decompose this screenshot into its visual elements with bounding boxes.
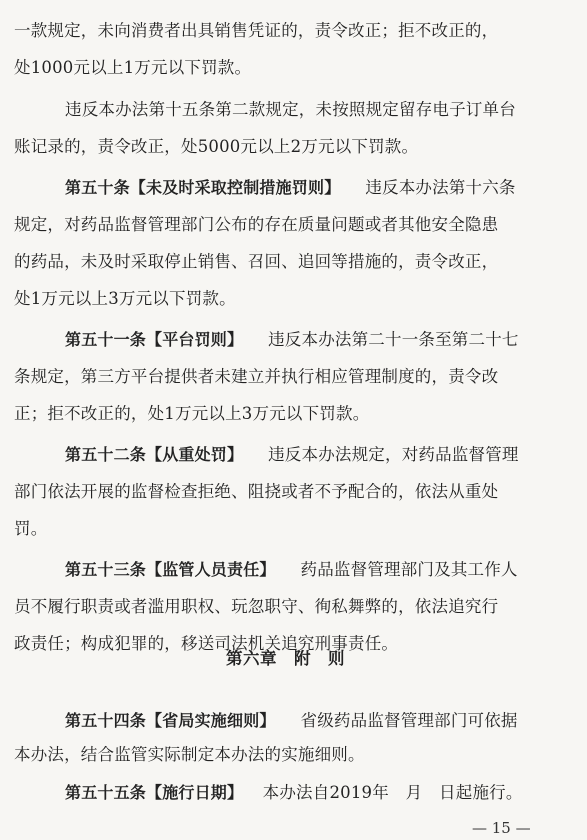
line-text: 员不履行职责或者滥用职权、玩忽职守、徇私舞弊的，依法追究行 — [14, 597, 499, 616]
article-title: 第五十三条【监管人员责任】 — [65, 560, 276, 579]
article-51-heading — [65, 329, 519, 351]
line-text: 本办法，结合监管实际制定本办法的实施细则。 — [14, 745, 365, 764]
text-line-3 — [65, 99, 516, 121]
page-number: — 15 — — [472, 819, 531, 837]
line-text: 违反本办法规定，对药品监督管理 — [268, 445, 519, 464]
line-text: 处1000元以上1万元以下罚款。 — [14, 58, 252, 77]
line-text: 处1万元以上3万元以下罚款。 — [14, 289, 236, 308]
line-text: 罚。 — [14, 519, 48, 538]
text-line-4 — [14, 136, 418, 158]
article-title: 第五十二条【从重处罚】 — [65, 445, 244, 464]
line-text: 违反本办法第十六条 — [365, 178, 516, 197]
article-50-heading — [65, 177, 516, 199]
article-52-heading — [65, 444, 519, 466]
text-line-13 — [14, 481, 498, 503]
text-line-2 — [14, 57, 251, 79]
line-text: 省级药品监督管理部门可依据 — [300, 711, 518, 730]
line-text: 药品监督管理部门及其工作人 — [300, 560, 518, 579]
line-text: 违反本办法第十五条第二款规定，未按照规定留存电子订单台 — [65, 100, 516, 119]
article-54-heading — [65, 710, 518, 732]
line-text: 政责任；构成犯罪的，移送司法机关追究刑事责任。 — [14, 634, 399, 653]
article-title: 第五十条【未及时采取控制措施罚则】 — [65, 178, 341, 197]
article-title: 第五十五条【施行日期】 — [65, 783, 244, 802]
line-text: 规定，对药品监督管理部门公布的存在质量问题或者其他安全隐患 — [14, 215, 499, 234]
text-line-6 — [14, 214, 498, 236]
text-line-8 — [14, 288, 236, 310]
article-title: 第五十一条【平台罚则】 — [65, 330, 244, 349]
text-line-10 — [14, 366, 498, 388]
text-line-14 — [14, 518, 47, 540]
line-text: 一款规定，未向消费者出具销售凭证的，责令改正；拒不改正的， — [14, 21, 499, 40]
line-text: 条规定，第三方平台提供者未建立并执行相应管理制度的，责令改 — [14, 367, 499, 386]
text-line-19 — [14, 744, 365, 766]
line-text: 账记录的，责令改正，处5000元以上2万元以下罚款。 — [14, 137, 419, 156]
line-text: 本办法自2019年 月 日起施行。 — [262, 783, 523, 802]
article-53-heading — [65, 559, 518, 581]
line-text: 正；拒不改正的，处1万元以上3万元以下罚款。 — [14, 404, 370, 423]
article-title: 第五十四条【省局实施细则】 — [65, 711, 276, 730]
text-line-11 — [14, 403, 369, 425]
chapter-title: 第六章 附 则 — [226, 649, 345, 668]
line-text: 违反本办法第二十一条至第二十七 — [268, 330, 519, 349]
line-text: 的药品，未及时采取停止销售、召回、追回等措施的，责令改正， — [14, 252, 499, 271]
text-line-16 — [14, 596, 498, 618]
text-line-7 — [14, 251, 498, 273]
text-line-1 — [14, 20, 574, 42]
article-55-heading — [65, 782, 523, 804]
line-text: 部门依法开展的监督检查拒绝、阻挠或者不予配合的，依法从重处 — [14, 482, 499, 501]
